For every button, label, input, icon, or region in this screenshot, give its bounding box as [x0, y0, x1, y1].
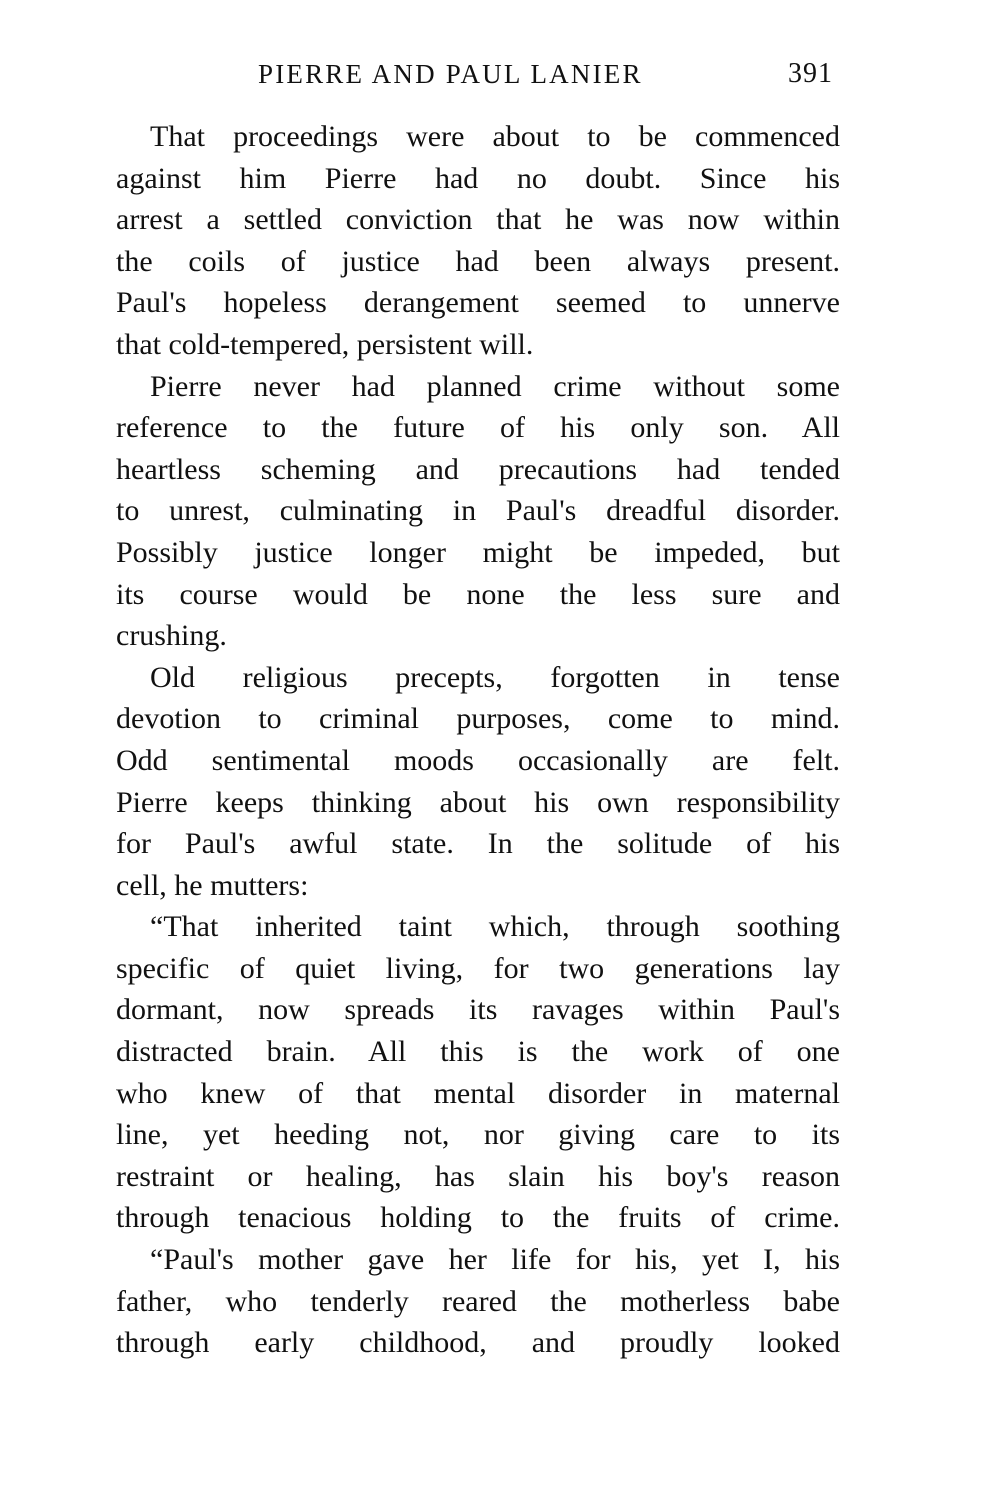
text-line: “Paul's mother gave her life for his, yet I, his — [150, 1243, 840, 1277]
text-line: father, who tenderly reared the motherless babe — [116, 1284, 840, 1318]
text-line: Odd sentimental moods occasionally are felt. — [116, 743, 840, 777]
text-line: Pierre never had planned crime without some — [150, 369, 840, 403]
running-title: PIERRE AND PAUL LANIER — [258, 59, 643, 89]
text-line: through early childhood, and proudly looked — [116, 1326, 840, 1360]
text-line: Possibly justice longer might be impeded, but — [116, 535, 840, 569]
text-line: restraint or healing, has slain his boy's reason — [116, 1159, 840, 1193]
text-line: crushing. — [116, 619, 227, 653]
text-line: devotion to criminal purposes, come to mind. — [116, 702, 840, 736]
page-number: 391 — [788, 58, 833, 89]
text-line: cell, he mutters: — [116, 868, 309, 902]
text-line: to unrest, culminating in Paul's dreadful disorder. — [116, 494, 840, 528]
text-line: arrest a settled conviction that he was now within — [116, 203, 840, 237]
text-line: Paul's hopeless derangement seemed to unnerve — [116, 286, 840, 320]
text-line: the coils of justice had been always present. — [116, 244, 840, 278]
paragraph — [116, 1239, 840, 1364]
text-line: its course would be none the less sure and — [116, 577, 840, 611]
paragraph — [116, 906, 840, 1239]
paragraph — [116, 116, 840, 366]
text-line: “That inherited taint which, through soothing — [150, 910, 840, 944]
text-line: That proceedings were about to be commenced — [150, 120, 840, 153]
text-line: heartless scheming and precautions had tended — [116, 452, 840, 486]
text-line: for Paul's awful state. In the solitude of his — [116, 827, 840, 861]
text-line: specific of quiet living, for two generations lay — [116, 951, 840, 985]
text-line: line, yet heeding not, nor giving care to its — [116, 1118, 840, 1152]
paragraph — [116, 657, 840, 907]
paragraph — [116, 366, 840, 657]
text-line: through tenacious holding to the fruits of crime. — [116, 1201, 840, 1235]
text-line: distracted brain. All this is the work of one — [116, 1035, 840, 1069]
text-line: against him Pierre had no doubt. Since his — [116, 161, 840, 195]
text-line: Pierre keeps thinking about his own responsibility — [116, 785, 840, 819]
text-line: reference to the future of his only son. All — [116, 411, 840, 445]
text-line: that cold-tempered, persistent will. — [116, 327, 534, 361]
text-line: dormant, now spreads its ravages within Paul's — [116, 993, 840, 1027]
text-line: who knew of that mental disorder in maternal — [116, 1076, 840, 1110]
running-head — [0, 56, 1000, 96]
body-text — [116, 116, 840, 1364]
text-line: Old religious precepts, forgotten in tense — [150, 660, 840, 694]
